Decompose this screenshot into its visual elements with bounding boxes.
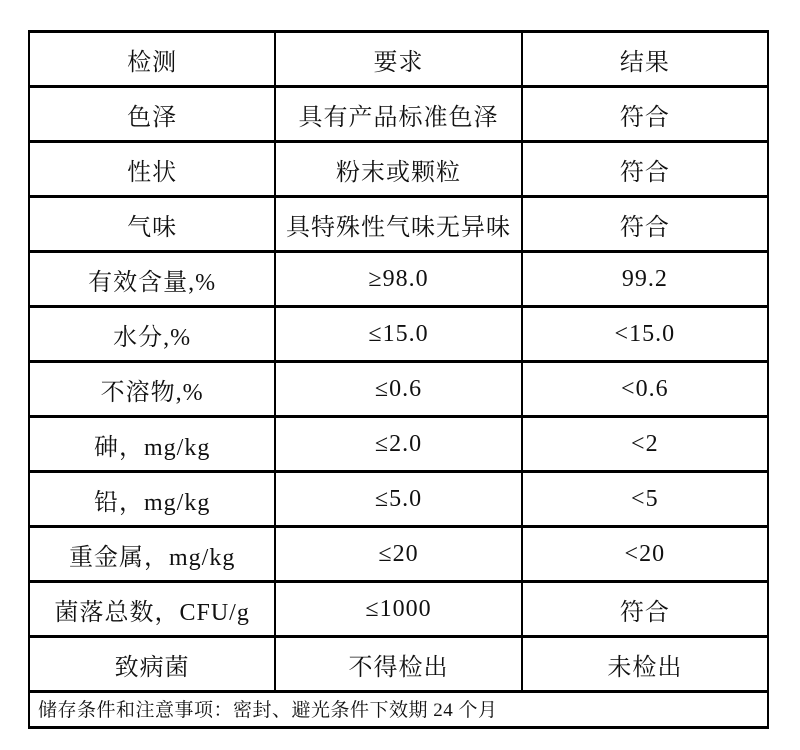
table-header	[29, 32, 768, 87]
table-row	[29, 472, 768, 527]
table-row	[29, 417, 768, 472]
table-row	[29, 637, 768, 692]
inspection-table-body	[29, 87, 768, 692]
table-row	[29, 527, 768, 582]
cell-test: 致病菌	[29, 637, 275, 692]
cell-test: 菌落总数，CFU/g	[29, 582, 275, 637]
cell-requirement: ≤0.6	[275, 362, 521, 417]
column-header-requirement: 要求	[275, 32, 521, 87]
cell-test: 不溶物,%	[29, 362, 275, 417]
cell-requirement: 具有产品标准色泽	[275, 87, 521, 142]
cell-requirement: ≤5.0	[275, 472, 521, 527]
cell-requirement: ≤15.0	[275, 307, 521, 362]
cell-test: 水分,%	[29, 307, 275, 362]
table-row	[29, 582, 768, 637]
cell-result: <0.6	[522, 362, 768, 417]
cell-test: 气味	[29, 197, 275, 252]
cell-result: 符合	[522, 582, 768, 637]
cell-test: 色泽	[29, 87, 275, 142]
cell-result: 99.2	[522, 252, 768, 307]
footer-row	[29, 692, 768, 728]
cell-result: <15.0	[522, 307, 768, 362]
cell-requirement: 具特殊性气味无异味	[275, 197, 521, 252]
column-header-result: 结果	[522, 32, 768, 87]
table-row	[29, 307, 768, 362]
cell-requirement: ≤1000	[275, 582, 521, 637]
table-row	[29, 87, 768, 142]
cell-test: 性状	[29, 142, 275, 197]
table-footer	[29, 692, 768, 728]
cell-result: <5	[522, 472, 768, 527]
cell-requirement: ≤20	[275, 527, 521, 582]
table-row	[29, 197, 768, 252]
cell-result: 符合	[522, 142, 768, 197]
cell-test: 重金属，mg/kg	[29, 527, 275, 582]
cell-test: 铅，mg/kg	[29, 472, 275, 527]
footer-note: 储存条件和注意事项：密封、避光条件下效期 24 个月	[29, 692, 768, 728]
cell-requirement: ≤2.0	[275, 417, 521, 472]
cell-result: 未检出	[522, 637, 768, 692]
cell-result: 符合	[522, 197, 768, 252]
cell-requirement: ≥98.0	[275, 252, 521, 307]
cell-test: 砷，mg/kg	[29, 417, 275, 472]
cell-test: 有效含量,%	[29, 252, 275, 307]
inspection-table	[28, 30, 769, 729]
cell-result: <20	[522, 527, 768, 582]
table-row	[29, 252, 768, 307]
cell-requirement: 不得检出	[275, 637, 521, 692]
table-row	[29, 362, 768, 417]
header-row	[29, 32, 768, 87]
cell-result: 符合	[522, 87, 768, 142]
table-row	[29, 142, 768, 197]
cell-result: <2	[522, 417, 768, 472]
cell-requirement: 粉末或颗粒	[275, 142, 521, 197]
column-header-test: 检测	[29, 32, 275, 87]
